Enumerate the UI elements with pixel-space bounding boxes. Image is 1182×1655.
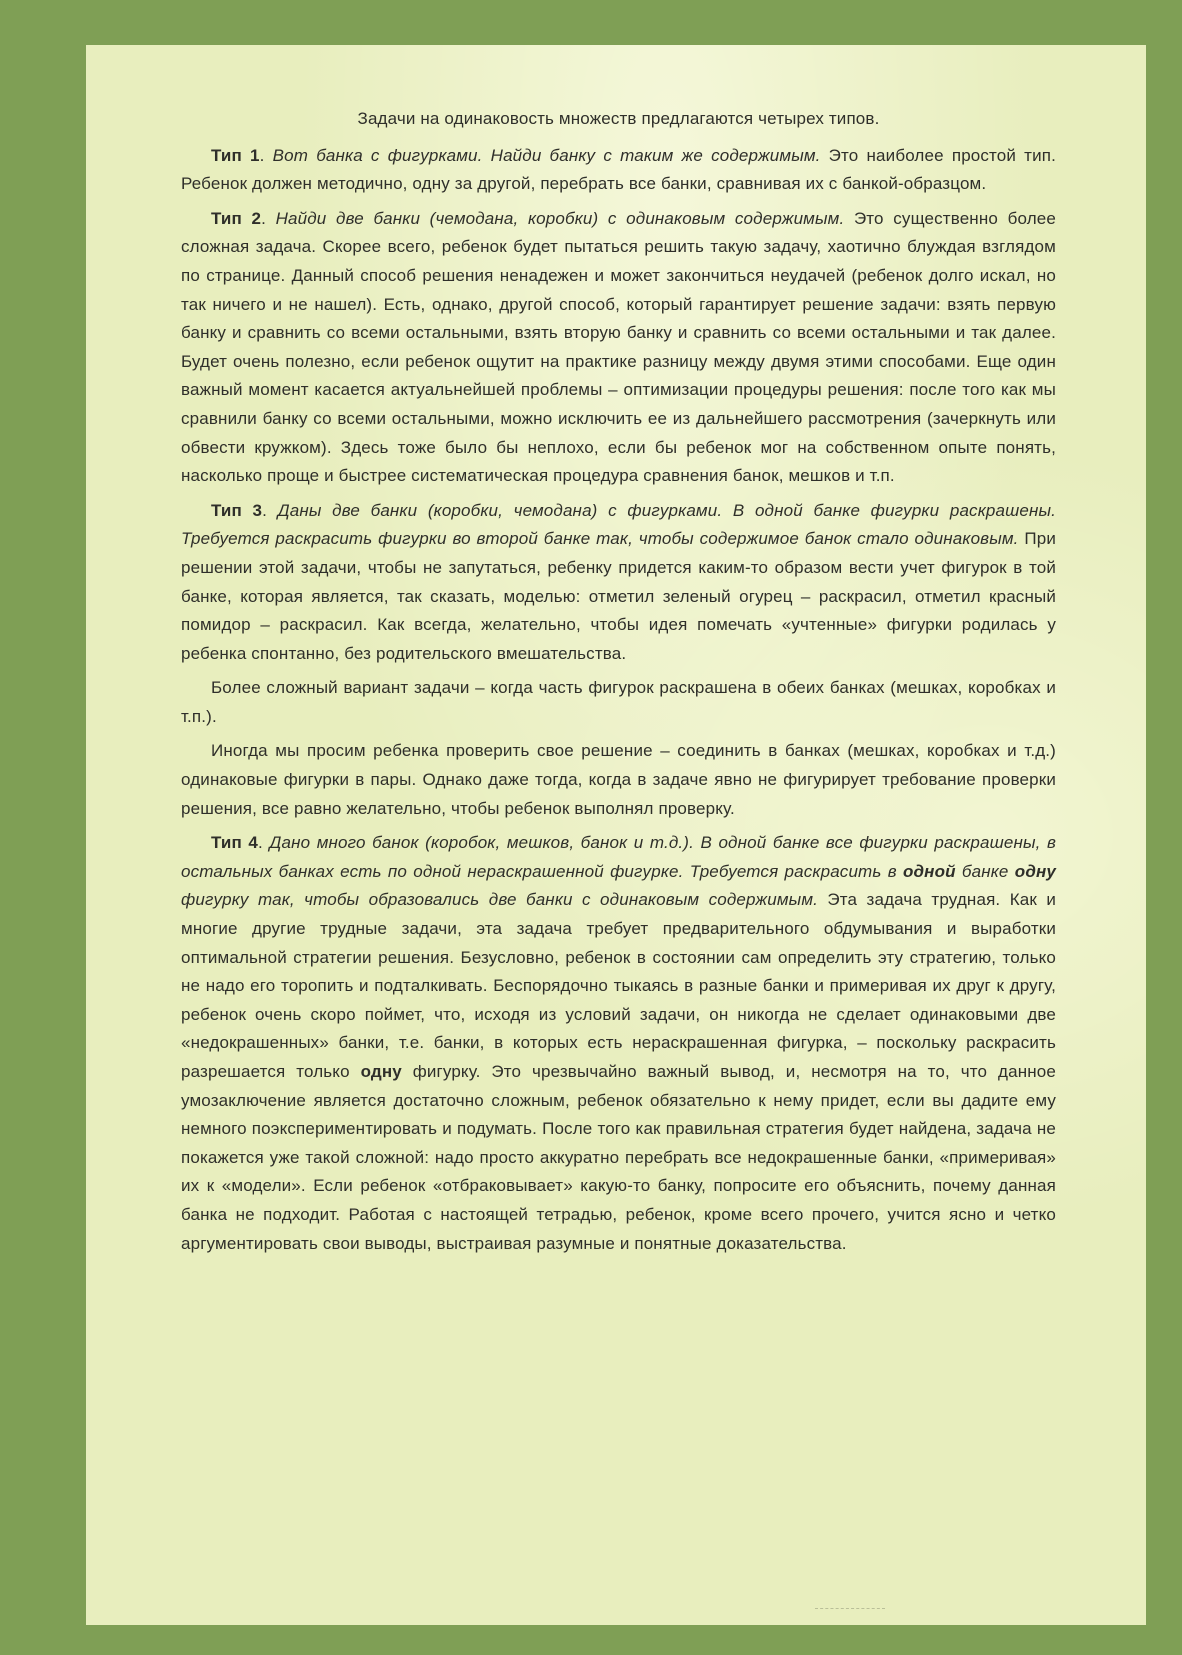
- type4-text-a: Эта задача трудная. Как и многие другие трудные задачи, эта задача требует предварительного обдумывания и выработки оптимальной стратегии решения. Безусловно, ребенок в состоянии сам определить эту стратегию, только не надо его торопить и подталкивать. Беспорядочно тыкаясь в разные банки и примеривая их друг к другу, ребенок очень скоро поймет, что, исходя из условий задачи, он никогда не сделает одинаковыми две «недокрашенных» банки, т.е. банки, в которых есть нераскрашенная фигурка, – поскольку раскрасить разрешается только: [181, 890, 1056, 1081]
- type4-sep: .: [258, 833, 270, 853]
- type2-sep: .: [261, 208, 276, 228]
- type3-label: Тип 3: [211, 500, 263, 520]
- type3-text: При решении этой задачи, чтобы не запутаться, ребенку придется каким-то образом вести учет фигурок в той банке, которая является, так сказать, моделью: отметил зеленый огурец – раскрасил, отметил красный помидор – раскрасил. Как всегда, желательно, чтобы идея помечать «учтенные» фигурки родилась у ребенка спонтанно, без родительского вмешательства.: [181, 529, 1056, 663]
- harder-variant-paragraph: Более сложный вариант задачи – когда часть фигурок раскрашена в обеих банках (мешках, коробках и т.п.).: [181, 678, 1056, 726]
- type1-sep: .: [259, 145, 273, 165]
- type2-label: Тип 2: [211, 208, 262, 228]
- type1-label: Тип 1: [211, 145, 260, 165]
- type2-paragraph: [181, 205, 1056, 491]
- type4-task-b: банке: [955, 861, 1015, 881]
- type3-paragraph: [181, 497, 1056, 669]
- type4-task-c: фигурку так, чтобы образовались две банки с одинаковым содержимым.: [181, 890, 819, 910]
- type1-paragraph: [181, 142, 1056, 199]
- type4-bold-one: одну: [360, 1062, 402, 1081]
- scan-mark: [815, 1608, 885, 1613]
- content-panel: [86, 45, 1146, 1625]
- type3-sep: .: [262, 500, 278, 520]
- type4-bold-one-figure: одну: [1014, 861, 1056, 881]
- type1-task: Вот банка с фигурками. Найди банку с таким же содержимым.: [272, 145, 821, 165]
- type3-task: Даны две банки (коробки, чемодана) с фигурками. В одной банке фигурки раскрашены. Требуется раскрасить фигурки во второй банке так, чтобы содержимое банок стало одинаковым.: [181, 500, 1056, 549]
- type1-text: Это наиболее простой тип. Ребенок должен методично, одну за другой, перебрать все банки, сравнивая их с банкой-образцом.: [181, 145, 1056, 194]
- type4-paragraph: [181, 829, 1056, 1258]
- type4-text-b: фигурку. Это чрезвычайно важный вывод, и, несмотря на то, что данное умозаключение является достаточно сложным, ребенок обязательно к нему придет, если вы дадите ему немного поэкспериментировать и подумать. После того как правильная стратегия будет найдена, задача не покажется уже такой сложной: надо просто аккуратно перебрать все недокрашенные банки, «примеривая» их к «модели». Если ребенок «отбраковывает» какую-то банку, попросите его объяснить, почему данная банка не подходит. Работая с настоящей тетрадью, ребенок, кроме всего прочего, учится ясно и четко аргументировать свои выводы, выстраивая разумные и понятные доказательства.: [181, 1062, 1056, 1253]
- type4-bold-one-jar: одной: [902, 861, 956, 881]
- type4-label: Тип 4: [211, 833, 259, 853]
- type4-task-a: Дано много банок (коробок, мешков, банок и т.д.). В одной банке все фигурки раскрашены, в остальных банках есть по одной нераскрашенной фигурке. Требуется раскрасить в: [181, 833, 1057, 881]
- type2-text: Это существенно более сложная задача. Скорее всего, ребенок будет пытаться решить такую задачу, хаотично блуждая взглядом по странице. Данный способ решения ненадежен и может закончиться неудачей (ребенок долго искал, но так ничего и не нашел). Есть, однако, другой способ, который гарантирует решение задачи: взять первую банку и сравнить со всеми остальными, взять вторую банку и сравнить со всеми остальными и так далее. Будет очень полезно, если ребенок ощутит на практике разницу между двумя этими способами. Еще один важный момент касается актуальнейшей проблемы – оптимизации процедуры решения: после того как мы сравнили банку со всеми остальными, можно исключить ее из дальнейшего рассмотрения (зачеркнуть или обвести кружком). Здесь тоже было бы неплохо, если бы ребенок мог на собственном опыте понять, насколько проще и быстрее систематическая процедура сравнения банок, мешков и т.п.: [181, 208, 1056, 486]
- article-body: [181, 105, 1056, 1264]
- check-paragraph: Иногда мы просим ребенка проверить свое решение – соединить в банках (мешках, коробках и т.д.) одинаковые фигурки в пары. Однако даже тогда, когда в задаче явно не фигурирует требование проверки решения, все равно желательно, чтобы ребенок выполнял проверку.: [181, 741, 1056, 818]
- type2-task: Найди две банки (чемодана, коробки) с одинаковым содержимым.: [275, 208, 845, 228]
- intro-paragraph: Задачи на одинаковость множеств предлагаются четырех типов.: [357, 109, 880, 128]
